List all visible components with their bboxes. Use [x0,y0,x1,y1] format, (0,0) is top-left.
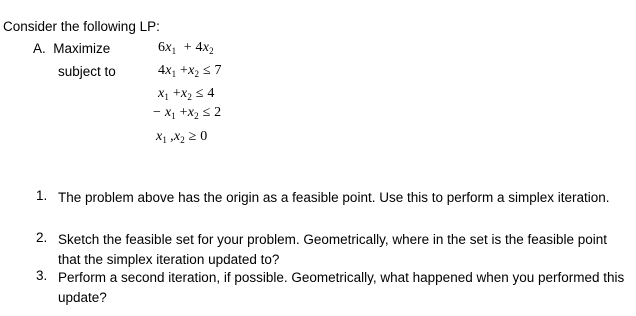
constraint-1: $4x_1 +x_2 \le 7$ [158,63,222,79]
constraint-3: − $x_1 +x_2 \le 2$ [153,105,222,121]
objective-function: $6x_1 + 4x_2$ [158,40,214,56]
question-text: Perform a second iteration, if possible. Geometrically, what happened when you performed this update? [58,270,625,305]
problem-intro: Consider the following LP: [3,19,160,34]
objective-sub-2: 2 [209,46,214,56]
part-a-maximize-label [33,41,110,56]
constraint-3-rhs: 2 [214,105,222,120]
nonnegativity-constraint: $x_1$ $,x_2 \ge 0$ [156,129,208,145]
objective-var-1: x [165,40,172,55]
constraint-3-sign: − [153,105,162,120]
question-number: 1. [36,188,48,203]
nonneg-rhs: 0 [200,129,208,144]
objective-coef-1: 6 [158,40,166,55]
objective-coef-2: 4 [195,40,203,55]
question-number: 2. [36,230,48,245]
objective-var-2: x [202,40,210,55]
constraint-2-rhs: 4 [207,86,215,101]
constraint-3-op: ≤ [202,105,211,120]
part-letter: A. [33,41,46,56]
constraint-2-op: ≤ [195,86,204,101]
nonneg-op: ≥ [188,129,197,144]
constraint-1-op: ≤ [202,63,211,78]
maximize-label: Maximize [53,41,111,56]
question-text: Sketch the feasible set for your problem. Geometrically, where in the set is the feasible point that the simplex iteration updated to? [58,232,608,267]
subject-to-label: subject to [58,64,116,79]
constraint-1-rhs: 7 [214,63,222,78]
question-text: The problem above has the origin as a feasible point. Use this to perform a simplex iteration. [58,190,610,205]
constraint-1-coef: 4 [158,63,166,78]
constraint-2: $x_1 +x_2 \le 4$ [158,86,215,102]
question-number: 3. [36,268,48,283]
objective-sub-1: 1 [171,46,177,56]
